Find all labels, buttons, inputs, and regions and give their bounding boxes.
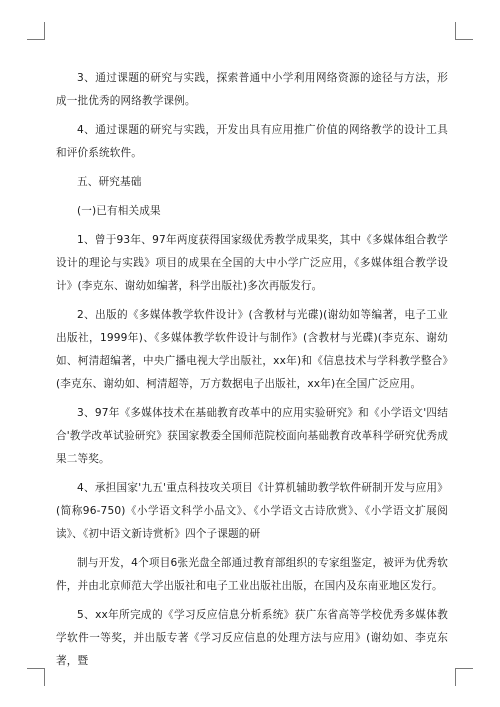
paragraph-result-4: 4、承担国家'九五'重点科技攻关项目《计算机辅助教学软件研制开发与应用》(简称96-750)《小学语文科学小品文》、《小学语文古诗欣赏》、《小学语文扩展阅读》、《初中语文新诗赏析》四个子课题的研 <box>56 481 448 540</box>
subsection-heading-existing-results: (一)已有相关成果 <box>77 205 161 218</box>
section-heading-research-basis: 五、研究基础 <box>77 176 142 188</box>
document-body <box>56 67 448 679</box>
paragraph-result-1: 1、曾于93年、97年两度获得国家级优秀教学成果奖，其中《多媒体组合教学设计的理论与实践》项目的成果在全国的大中小学广泛应用，《多媒体组合教学设计》(李克东、谢幼如编著，科学出版社)多次再版发行。 <box>56 234 448 292</box>
paragraph-result-2: 2、出版的《多媒体教学软件设计》(含教材与光碟)(谢幼如等编著，电子工业出版社，1999年)、《多媒体教学软件设计与制作》(含教材与光碟)(李克东、谢幼如、柯清超编著，中央广播电视大学出版社，xx年)和《信息技术与学科教学整合》(李克东、谢幼如、柯清超等，万方数据电子出版社，xx年)在全国广泛应用。 <box>56 309 448 390</box>
paragraph-result-4-continued: 制与开发，4个项目6张光盘全部通过教育部组织的专家组鉴定，被评为优秀软件，并由北京师范大学出版社和电子工业出版社出版，在国内及东南亚地区发行。 <box>56 556 448 592</box>
crop-mark-top-left <box>27 22 45 40</box>
paragraph-goal-4: 4、通过课题的研究与实践，开发出具有应用推广价值的网络教学的设计工具和评价系统软件。 <box>56 124 448 159</box>
paragraph-goal-3: 3、通过课题的研究与实践，探索普通中小学利用网络资源的途径与方法，形成一批优秀的网络教学课例。 <box>56 72 448 107</box>
crop-mark-bottom-left <box>27 668 45 686</box>
crop-mark-bottom-right <box>455 668 473 686</box>
paragraph-result-3: 3、97年《多媒体技术在基础教育改革中的应用实验研究》和《小学语文'四结合'教学改革试验研究》获国家教委全国师范院校面向基础教育改革科学研究优秀成果二等奖。 <box>56 406 448 465</box>
crop-mark-top-right <box>455 22 473 40</box>
paragraph-result-5: 5、xx年所完成的《学习反应信息分析系统》获广东省高等学校优秀多媒体教学软件一等奖，并出版专著《学习反应信息的处理方法与应用》(谢幼如、李克东著，暨 <box>56 608 448 667</box>
